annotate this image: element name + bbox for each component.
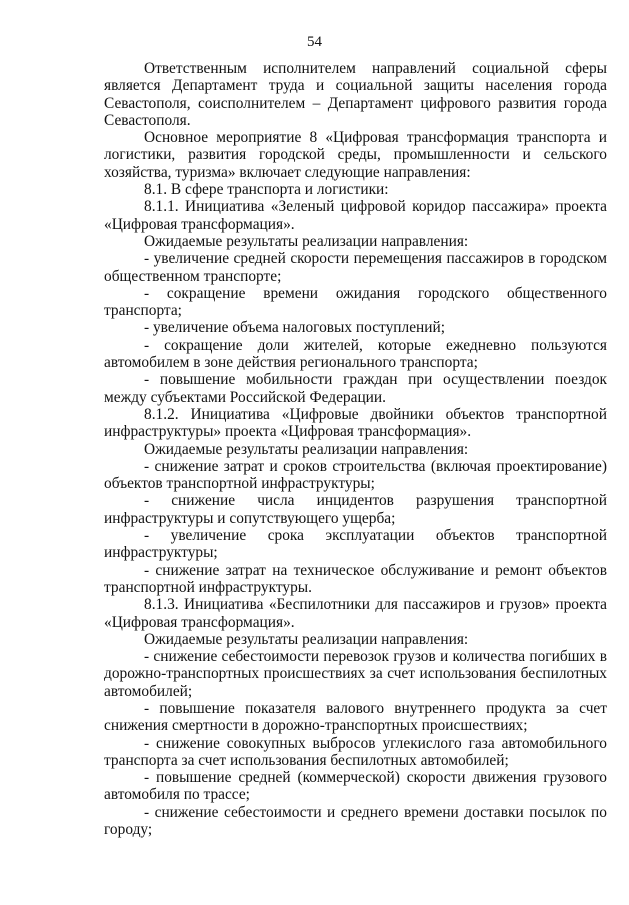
list-item: - сокращение времени ожидания городского общественного транспорта;: [104, 284, 607, 320]
list-item: - снижение числа инцидентов разрушения транспортной инфраструктуры и сопутствующего ущерба;: [104, 492, 607, 527]
list-item: - увеличение срока эксплуатации объектов транспортной инфраструктуры;: [104, 527, 607, 562]
list-item: - увеличение средней скорости перемещения пассажиров в городском общественном транспорте;: [104, 250, 607, 285]
list-item: - снижение затрат и сроков строительства (включая проектирование) объектов транспортной инфраструктуры;: [104, 457, 607, 493]
list-item: - снижение себестоимости перевозок грузов и количества погибших в дорожно-транспортных происшествиях за счет использования беспилотных автомобилей;: [104, 648, 607, 700]
list-item: - сокращение доли жителей, которые ежедневно пользуются автомобилем в зоне действия регионального транспорта;: [104, 336, 607, 372]
section-heading: 8.1. В сфере транспорта и логистики:: [144, 181, 389, 199]
paragraph: Ожидаемые результаты реализации направления:: [144, 232, 469, 250]
paragraph: Ожидаемые результаты реализации направления:: [144, 630, 469, 648]
list-item: - снижение себестоимости и среднего времени доставки посылок по городу;: [104, 803, 607, 839]
list-item: - увеличение объема налоговых поступлений;: [144, 319, 446, 337]
page-number: 54: [307, 34, 322, 50]
list-item: - повышение показателя валового внутреннего продукта за счет снижения смертности в дорожно-транспортных происшествиях;: [104, 699, 607, 735]
list-item: - снижение совокупных выбросов углекислого газа автомобильного транспорта за счет использования беспилотных автомобилей;: [104, 734, 607, 769]
list-item: - снижение затрат на техническое обслуживание и ремонт объектов транспортной инфраструктуры.: [104, 561, 607, 596]
document-body: [104, 60, 607, 838]
initiative-heading: 8.1.2. Инициатива «Цифровые двойники объектов транспортной инфраструктуры» проекта «Цифровая трансформация».: [104, 405, 607, 441]
list-item: - повышение средней (коммерческой) скорости движения грузового автомобиля по трассе;: [104, 769, 607, 804]
initiative-heading: 8.1.3. Инициатива «Беспилотники для пассажиров и грузов» проекта «Цифровая трансформация».: [104, 596, 607, 631]
paragraph: Основное мероприятие 8 «Цифровая трансформация транспорта и логистики, развития городской среды, промышленности и сельского хозяйства, туризма» включает следующие направления:: [104, 129, 607, 181]
list-item: - повышение мобильности граждан при осуществлении поездок между субъектами Российской Федерации.: [104, 371, 607, 406]
paragraph: Ожидаемые результаты реализации направления:: [144, 440, 469, 458]
initiative-heading: 8.1.1. Инициатива «Зеленый цифровой коридор пассажира» проекта «Цифровая трансформация».: [104, 198, 607, 233]
paragraph: Ответственным исполнителем направлений социальной сферы является Департамент труда и социальной защиты населения города Севастополя, соисполнителем – Департамент цифрового развития города Севастополя.: [104, 60, 607, 129]
